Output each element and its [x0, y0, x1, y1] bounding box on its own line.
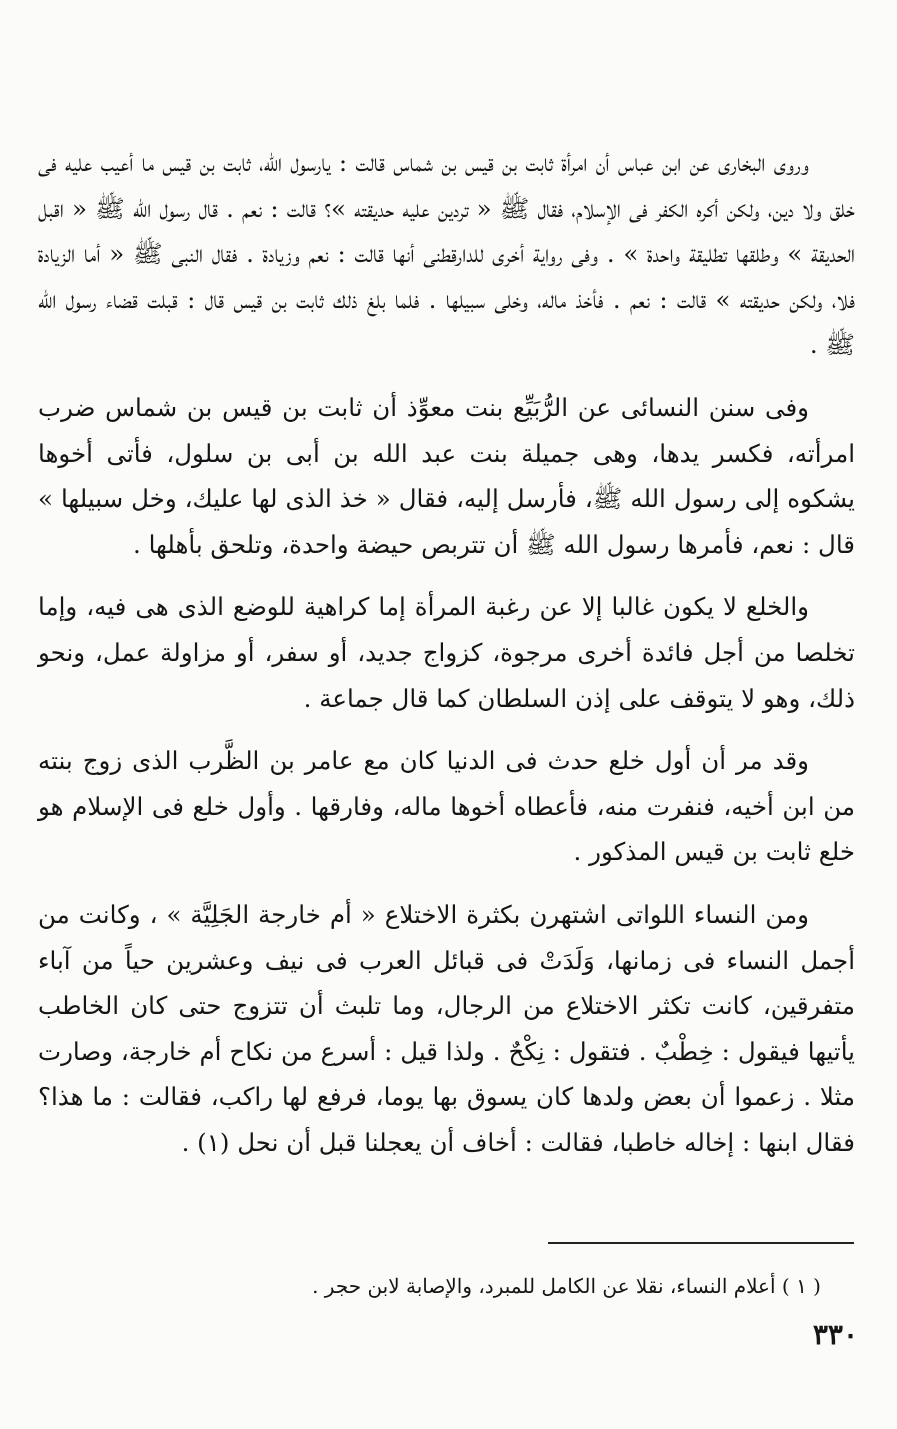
footnote-divider	[548, 1242, 854, 1244]
paragraph-bukhari-narration: وروى البخارى عن ابن عباس أن امرأة ثابت بن قيس بن شماس قالت : يارسول الله، ثابت بن قيس ما أعيب عليه فى خلق ولا دين، ولكن أكره الكفر فى الإسلام، فقال ﷺ « تردين عليه حديقته »؟ قالت : نعم . قال رسول الله ﷺ « اقبل الحديقة » وطلقها تطليقة واحدة » . وفى رواية أخرى للدارقطنى أنها قالت : نعم وزيادة . فقال النبى ﷺ « أما الزيادة فلا، ولكن حديقته » قالت : نعم . فأخذ ماله، وخلى سبيلها . فلما بلغ ذلك ثابت بن قيس قال : قبلت قضاء رسول الله ﷺ .	[38, 148, 855, 360]
paragraph-nasai-narration: وفى سنن النسائى عن الرُّبَيِّع بنت معوِّذ أن ثابت بن قيس بن شماس ضرب امرأته، فكسر يدها، وهى جميلة بنت عبد الله بن أبى بن سلول، فأتى أخوها يشكوه إلى رسول الله ﷺ، فأرسل إليه، فقال « خذ الذى لها عليك، وخل سبيلها » قال : نعم، فأمرها رسول الله ﷺ أن تتربص حيضة واحدة، وتلحق بأهلها .	[38, 392, 855, 559]
footnote: ( ١ ) أعلام النساء، نقلا عن الكامل للمبرد، والإصابة لابن حجر .	[312, 1274, 821, 1298]
main-text	[38, 140, 855, 1182]
paragraph-khul-reasons: والخلع لا يكون غالبا إلا عن رغبة المرأة إما كراهية للوضع الذى هى فيه، وإما تخلصا من أجل فائدة أخرى مرجوة، كزواج جديد، أو سفر، أو مزاولة عمل، ونحو ذلك، وهو لا يتوقف على إذن السلطان كما قال جماعة .	[38, 592, 855, 713]
page-number: ٣٣٠	[812, 1318, 858, 1351]
paragraph-first-khul: وقد مر أن أول خلع حدث فى الدنيا كان مع عامر بن الظَّرب الذى زوج بنته من ابن أخيه، فنفرت منه، فأعطاه أخوها ماله، وفارقها . وأول خلع فى الإسلام هو خلع ثابت بن قيس المذكور .	[38, 746, 855, 867]
paragraph-umm-kharija: ومن النساء اللواتى اشتهرن بكثرة الاختلاع « أم خارجة الجَلِيَّة » ، وكانت من أجمل النساء فى زمانها، وَلَدَتْ فى قبائل العرب فى نيف وعشرين حياً من آباء متفرقين، كانت تكثر الاختلاع من الرجال، وما تلبث أن تتزوج حتى كان الخاطب يأتيها فيقول : خِطْبٌ . فتقول : نِكْحٌ . ولذا قيل : أسرع من نكاح أم خارجة، وصارت مثلا . زعموا أن بعض ولدها كان يسوق بها يوما، فرفع لها راكب، فقالت : ما هذا؟ فقال ابنها : إخاله خاطبا، فقالت : أخاف أن يعجلنا قبل أن نحل (١) .	[38, 899, 855, 1157]
